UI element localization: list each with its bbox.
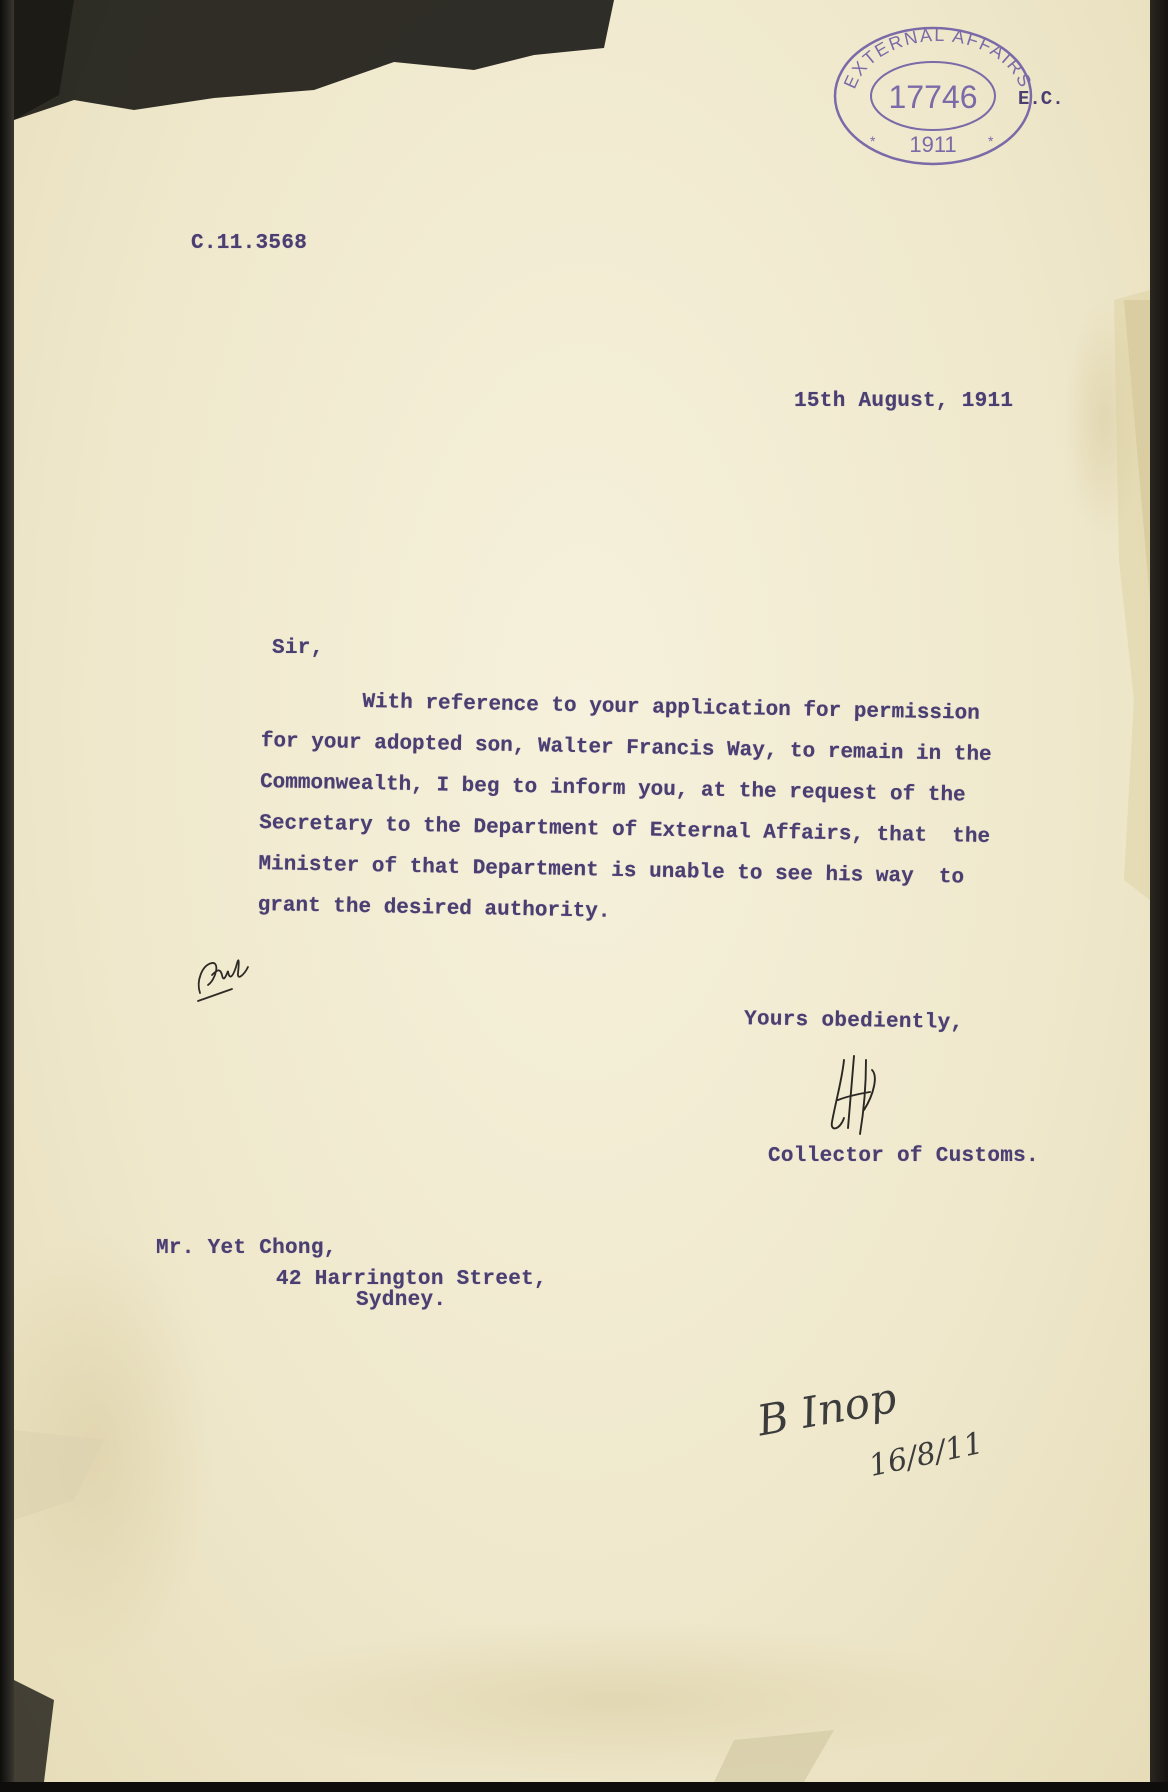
body-line: Commonwealth, I beg to inform you, at the request of the — [259, 770, 966, 808]
body-line: grant the desired authority. — [257, 893, 611, 924]
external-affairs-stamp — [828, 18, 1038, 168]
signatory-title: Collector of Customs. — [768, 1145, 1039, 1168]
file-reference-number: C.11.3568 — [191, 232, 308, 255]
stamp-arc-text: EXTERNAL AFFAIRS — [839, 24, 1037, 92]
pencil-annotation — [749, 1360, 989, 1490]
scan-left-edge — [0, 0, 14, 1792]
stamp-number: 17746 — [888, 79, 978, 115]
letter-body — [257, 680, 1062, 941]
addressee-city: Sydney. — [356, 1289, 447, 1312]
svg-text:*: * — [870, 133, 876, 149]
salutation: Sir, — [272, 637, 324, 660]
pencil-note-date: 16/8/11 — [865, 1425, 987, 1484]
scan-right-edge — [1150, 0, 1168, 1792]
stamp-year: 1911 — [909, 132, 957, 157]
addressee-street: 42 Harrington Street, — [276, 1268, 547, 1291]
pencil-note-text: B Inop — [753, 1372, 901, 1446]
body-line: for your adopted son, Walter Francis Way, to remain in the — [260, 729, 992, 768]
letter-page — [14, 0, 1150, 1782]
signature — [814, 1040, 894, 1140]
body-line: With reference to your application for permission — [261, 688, 981, 726]
letter-date: 15th August, 1911 — [794, 390, 1014, 413]
svg-text:*: * — [988, 133, 994, 149]
body-line: Secretary to the Department of External Affairs, that the — [259, 811, 991, 850]
handwritten-initials — [192, 945, 262, 1005]
stamp-suffix: E.C. — [1018, 88, 1064, 110]
addressee-name: Mr. Yet Chong, — [156, 1237, 337, 1260]
body-line: Minister of that Department is unable to see his way to — [258, 852, 965, 890]
closing: Yours obediently, — [743, 1008, 964, 1035]
scan-bottom-edge — [0, 1782, 1168, 1792]
